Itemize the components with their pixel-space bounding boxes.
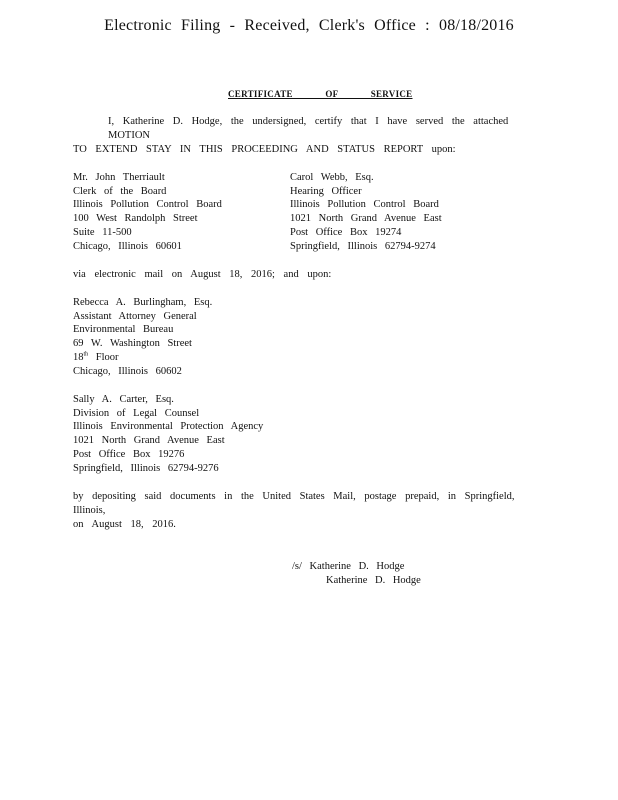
intro-line-2: TO EXTEND STAY IN THIS PROCEEDING AND STATUS REPORT upon: [73,144,456,155]
address-line: Post Office Box 19276 [73,448,185,460]
address-line: Hearing Officer [290,185,362,197]
address-line: Clerk of the Board [73,185,167,197]
recipient-address-right [290,171,442,253]
address-line: Sally A. Carter, Esq. [73,394,174,405]
address-line: Springfield, Illinois 62794-9274 [290,240,436,252]
signature-line-2: Katherine D. Hodge [326,575,421,586]
address-line: Mr. John Therriault [73,172,165,183]
address-line-floor [73,351,212,365]
via-email-line: via electronic mail on August 18, 2016; and upon: [73,269,332,280]
address-line: Chicago, Illinois 60601 [73,240,182,252]
intro-line-1: I, Katherine D. Hodge, the undersigned, certify that I have served the attached MOTION [108,116,509,141]
recipient-address-4 [73,393,263,475]
address-line: Illinois Environmental Protection Agency [73,421,264,433]
address-line: 1021 North Grand Avenue East [73,435,225,447]
floor-number: 18 [73,351,84,363]
recipient-address-left [73,171,222,253]
address-line: Environmental Bureau [73,324,174,336]
address-line: Rebecca A. Burlingham, Esq. [73,297,213,308]
address-line: Division of Legal Counsel [73,407,200,419]
address-line: Suite 11-500 [73,226,132,238]
signature-line-1: /s/ Katherine D. Hodge [292,561,405,572]
address-line: Springfield, Illinois 62794-9276 [73,462,219,474]
address-line: 1021 North Grand Avenue East [290,213,442,225]
recipient-address-3 [73,296,212,378]
floor-word: Floor [88,351,119,363]
address-line: 69 W. Washington Street [73,338,192,350]
closing-line-2: on August 18, 2016. [73,519,176,530]
address-line: Assistant Attorney General [73,310,197,322]
address-line: Post Office Box 19274 [290,226,402,238]
floor-suffix: th [83,351,89,358]
address-line: Illinois Pollution Control Board [73,199,222,211]
filing-stamp-header: Electronic Filing - Received, Clerk's Office : 08/18/2016 [104,17,514,34]
closing-line-1: by depositing said documents in the United States Mail, postage prepaid, in Springfield, Illinois, [73,491,515,516]
certificate-title: CERTIFICATE OF SERVICE [228,89,413,99]
address-line: 100 West Randolph Street [73,213,198,225]
address-line: Chicago, Illinois 60602 [73,365,182,377]
address-line: Illinois Pollution Control Board [290,199,439,211]
address-line: Carol Webb, Esq. [290,172,374,183]
